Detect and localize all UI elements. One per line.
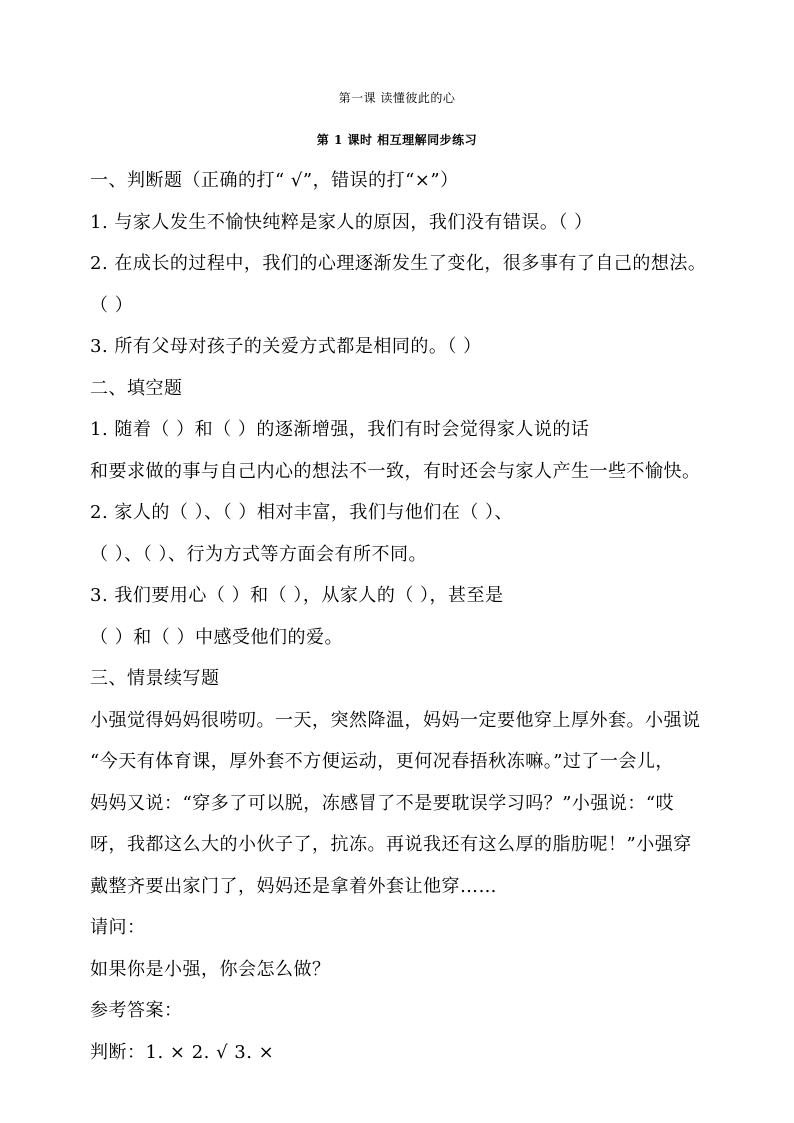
scenario-line-1: 小强觉得妈妈很唠叨。一天，突然降温，妈妈一定要他穿上厚外套。小强说 bbox=[90, 710, 701, 731]
judge-item-2: 2. 在成长的过程中，我们的心理逐渐发生了变化，很多事有了自己的想法。 bbox=[90, 253, 707, 274]
question-text: 如果你是小强，你会怎么做？ bbox=[90, 959, 331, 980]
section-heading-scenario: 三、情景续写题 bbox=[90, 668, 220, 689]
answers-judge: 判断：1. × 2. √ 3. × bbox=[90, 1042, 275, 1063]
fill-line-2: 和要求做的事与自己内心的想法不一致，有时还会与家人产生一些不愉快。 bbox=[90, 461, 701, 482]
fill-line-4: （ ）、（ ）、行为方式等方面会有所不同。 bbox=[90, 544, 427, 565]
fill-line-6: （ ）和（ ）中感受他们的爱。 bbox=[90, 627, 343, 648]
section-heading-judge: 一、判断题（正确的打“ √”，错误的打“×”） bbox=[90, 170, 459, 191]
judge-item-2-blank: （ ） bbox=[90, 295, 134, 316]
scenario-line-3: 妈妈又说：“穿多了可以脱，冻感冒了不是要耽误学习吗？”小强说：“哎 bbox=[90, 793, 675, 814]
page-subtitle: 第 1 课时 相互理解同步练习 bbox=[316, 133, 478, 147]
scenario-line-2: “今天有体育课，厚外套不方便运动，更何况春捂秋冻嘛。”过了一会儿， bbox=[90, 751, 674, 772]
question-label: 请问： bbox=[90, 917, 146, 938]
section-heading-fill: 二、填空题 bbox=[90, 378, 183, 399]
scenario-line-4: 呀，我都这么大的小伙子了，抗冻。再说我还有这么厚的脂肪呢！”小强穿 bbox=[90, 834, 692, 855]
scenario-line-5: 戴整齐要出家门了，妈妈还是拿着外套让他穿…… bbox=[90, 876, 497, 897]
judge-item-3: 3. 所有父母对孩子的关爱方式都是相同的。（ ） bbox=[90, 336, 482, 357]
answers-label: 参考答案： bbox=[90, 1000, 183, 1021]
judge-item-1: 1. 与家人发生不愉快纯粹是家人的原因，我们没有错误。（ ） bbox=[90, 212, 593, 233]
fill-line-1: 1. 随着（ ）和（ ）的逐渐增强，我们有时会觉得家人说的话 bbox=[90, 419, 590, 440]
page-title: 第一课 读懂彼此的心 bbox=[338, 91, 456, 105]
fill-line-3: 2. 家人的（ ）、（ ）相对丰富，我们与他们在（ ）、 bbox=[90, 502, 514, 523]
fill-line-5: 3. 我们要用心（ ）和（ ），从家人的（ ），甚至是 bbox=[90, 585, 504, 606]
